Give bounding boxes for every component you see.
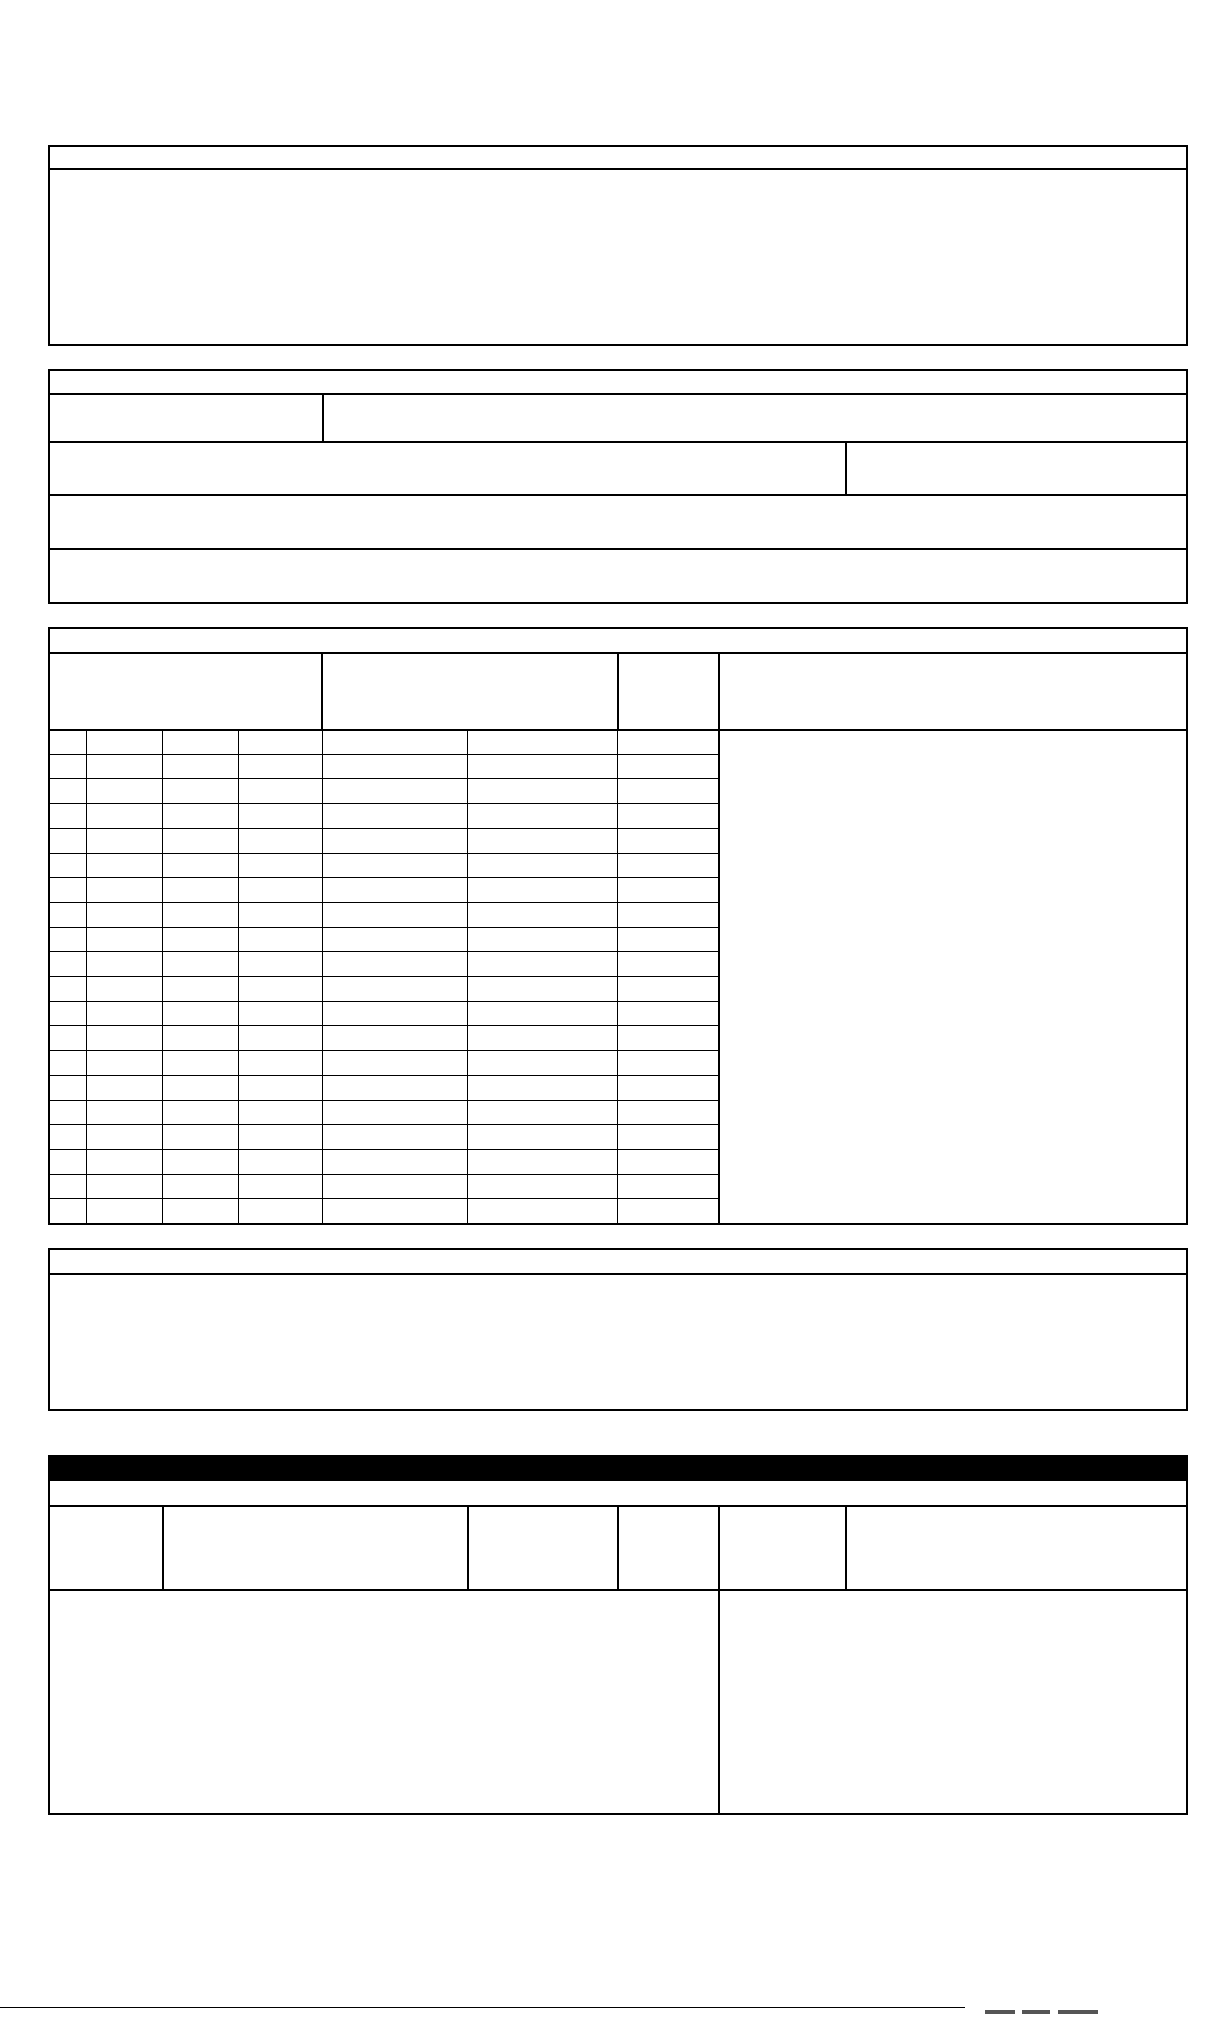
section-3-header-divider xyxy=(48,729,1188,731)
section-2-field-1[interactable] xyxy=(56,398,316,436)
section-5-field-6[interactable] xyxy=(853,1512,1181,1582)
grid-col-line xyxy=(617,729,618,1223)
section-3-header-split-2 xyxy=(617,652,619,729)
section-2-field-2[interactable] xyxy=(330,398,1180,436)
section-2-field-3[interactable] xyxy=(56,446,836,488)
section-4-title-divider xyxy=(48,1273,1188,1275)
section-3-side-notes[interactable] xyxy=(726,737,1181,1217)
section-3-header-split-3 xyxy=(718,652,720,1225)
footer-rule xyxy=(0,2007,965,2008)
section-2-field-5[interactable] xyxy=(56,499,1176,542)
grid-col-line xyxy=(238,729,239,1223)
section-2-row-divider-3 xyxy=(48,548,1188,550)
section-5-header-divider xyxy=(48,1589,1188,1591)
grid-col-line xyxy=(162,729,163,1223)
section-5-bottom-left[interactable] xyxy=(56,1597,711,1807)
footer-mark-1 xyxy=(985,2010,1015,2014)
section-5-bottom-right[interactable] xyxy=(726,1597,1181,1807)
section-2-field-6[interactable] xyxy=(56,553,1176,596)
grid-col-line xyxy=(322,729,323,1223)
section-5-header-split-3 xyxy=(617,1505,619,1589)
section-5-field-1[interactable] xyxy=(56,1512,156,1582)
section-1-title-divider xyxy=(48,168,1188,170)
section-5-header-split-2 xyxy=(467,1505,469,1589)
section-5-banner xyxy=(48,1455,1188,1481)
footer-mark-3 xyxy=(1058,2010,1098,2014)
grid-col-line xyxy=(467,729,468,1223)
section-5-field-2[interactable] xyxy=(170,1512,460,1582)
section-4-body[interactable] xyxy=(56,1281,1176,1401)
section-3-header-split-1 xyxy=(321,652,323,729)
section-5-field-3[interactable] xyxy=(475,1512,610,1582)
section-5-field-5[interactable] xyxy=(726,1512,838,1582)
section-2-field-4[interactable] xyxy=(853,446,1181,488)
section-2-row-divider-2 xyxy=(48,494,1188,496)
section-5-header-split-4 xyxy=(718,1505,720,1815)
section-2-row-1-split xyxy=(322,393,324,441)
section-5-header-split-5 xyxy=(845,1505,847,1589)
section-5-header-split-1 xyxy=(162,1505,164,1589)
section-1-body[interactable] xyxy=(56,176,1176,336)
footer-mark-2 xyxy=(1022,2010,1050,2014)
section-2-title-divider xyxy=(48,393,1188,395)
grid-col-line xyxy=(86,729,87,1223)
section-5-field-4[interactable] xyxy=(625,1512,711,1582)
section-2-row-divider-1 xyxy=(48,441,1188,443)
section-2-row-2-split xyxy=(845,441,847,494)
